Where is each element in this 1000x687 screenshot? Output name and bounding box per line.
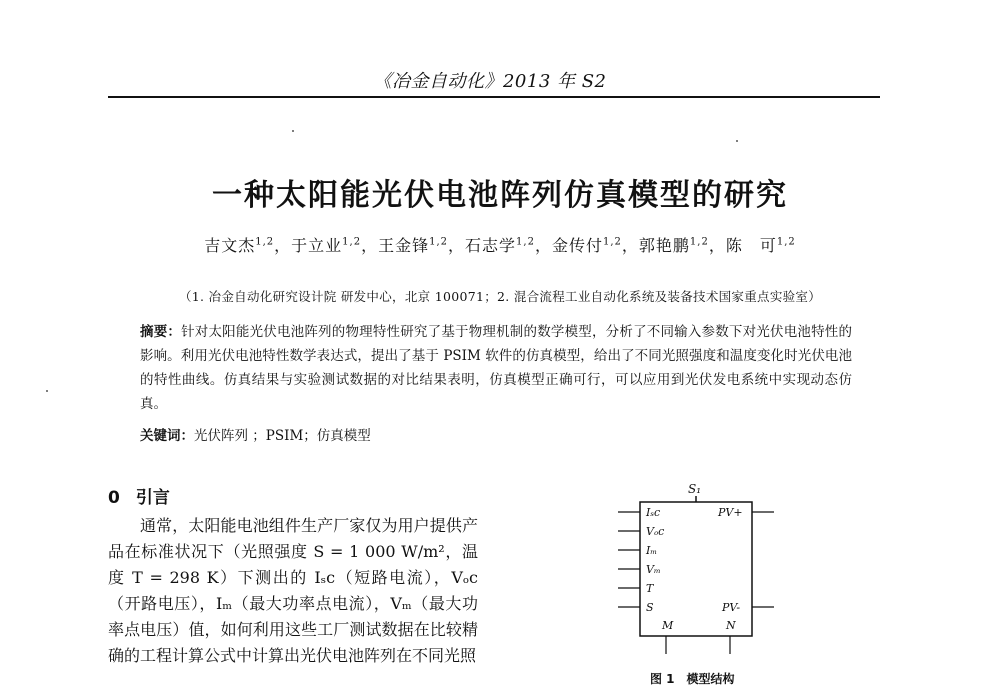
- input-label: Iₘ: [646, 544, 658, 557]
- input-label: Iₛc: [646, 506, 661, 519]
- affiliation: （1. 冶金自动化研究设计院 研发中心，北京 100071；2. 混合流程工业自动化系统及装备技术国家重点实验室）: [178, 289, 822, 304]
- output-label-pv-minus: PV-: [722, 601, 741, 614]
- journal-header: 《冶金自动化》2013 年 S2: [373, 71, 607, 92]
- model-structure-figure: [600, 478, 800, 676]
- author: 吉文杰$^{1,2}$: [204, 236, 275, 255]
- author: 金传付$^{1,2}$: [551, 236, 622, 255]
- section-heading: [108, 483, 170, 508]
- author-list: 吉文杰$^{1,2}$，于立业$^{1,2}$，王金锋$^{1,2}$，石志学$^{1,2}$，金传付$^{1,2}$，郭艳鹏$^{1,2}$，陈 可$^{1,2}$: [204, 236, 796, 255]
- header-rule: [108, 96, 880, 98]
- bottom-label-m: M: [662, 619, 674, 632]
- author: 于立业$^{1,2}$: [291, 236, 362, 255]
- author: 王金锋$^{1,2}$: [378, 236, 449, 255]
- scan-speck: [46, 390, 48, 392]
- author: 陈 可$^{1,2}$: [725, 236, 796, 255]
- figure-caption: 图 1 模型结构: [650, 672, 735, 686]
- keywords-label: 关键词：: [140, 428, 194, 444]
- keywords: [140, 424, 852, 444]
- section-title: 引言: [135, 488, 170, 508]
- input-label: T: [646, 582, 654, 595]
- switch-label: S₁: [688, 482, 702, 496]
- input-label: Vₒc: [646, 525, 665, 538]
- author: 郭艳鹏$^{1,2}$: [638, 236, 709, 255]
- scan-speck: [292, 130, 294, 132]
- output-label-pv-plus: PV+: [718, 506, 743, 519]
- abstract-text: 针对太阳能光伏电池阵列的物理特性研究了基于物理机制的数学模型，分析了不同输入参数下对光伏电池特性的影响。利用光伏电池特性数学表达式，提出了基于 PSIM 软件的仿真模型，给出了不同光照强度和温度变化时光伏电池的特性曲线。仿真结果与实验测试数据的对比结果表明，仿真模型正确可行，可以应用到光伏发电系统中实现动态仿真。: [140, 324, 853, 412]
- bottom-label-n: N: [726, 619, 736, 632]
- author: 石志学$^{1,2}$: [465, 236, 535, 255]
- abstract-label: 摘要：: [140, 324, 182, 340]
- section-number: 0: [108, 488, 120, 508]
- scan-speck: [736, 140, 738, 142]
- paper-title: 一种太阳能光伏电池阵列仿真模型的研究: [212, 178, 788, 213]
- abstract: [140, 320, 852, 416]
- section-body: 通常，太阳能电池组件生产厂家仅为用户提供产品在标准状况下（光照强度 S = 1 000 W/m²，温度 T = 298 K）下测出的 Iₛc（短路电流），Vₒc（开路电压），Iₘ（最大功率点电流），Vₘ（最大功率点电压）值，如何利用这些工厂测试数据在比较精确的工程计算公式中计算出光伏电池阵列在不同光照: [108, 516, 478, 665]
- input-label: S: [646, 601, 654, 614]
- input-label: Vₘ: [646, 563, 661, 576]
- keywords-text: 光伏阵列 ；PSIM；仿真模型: [194, 428, 371, 444]
